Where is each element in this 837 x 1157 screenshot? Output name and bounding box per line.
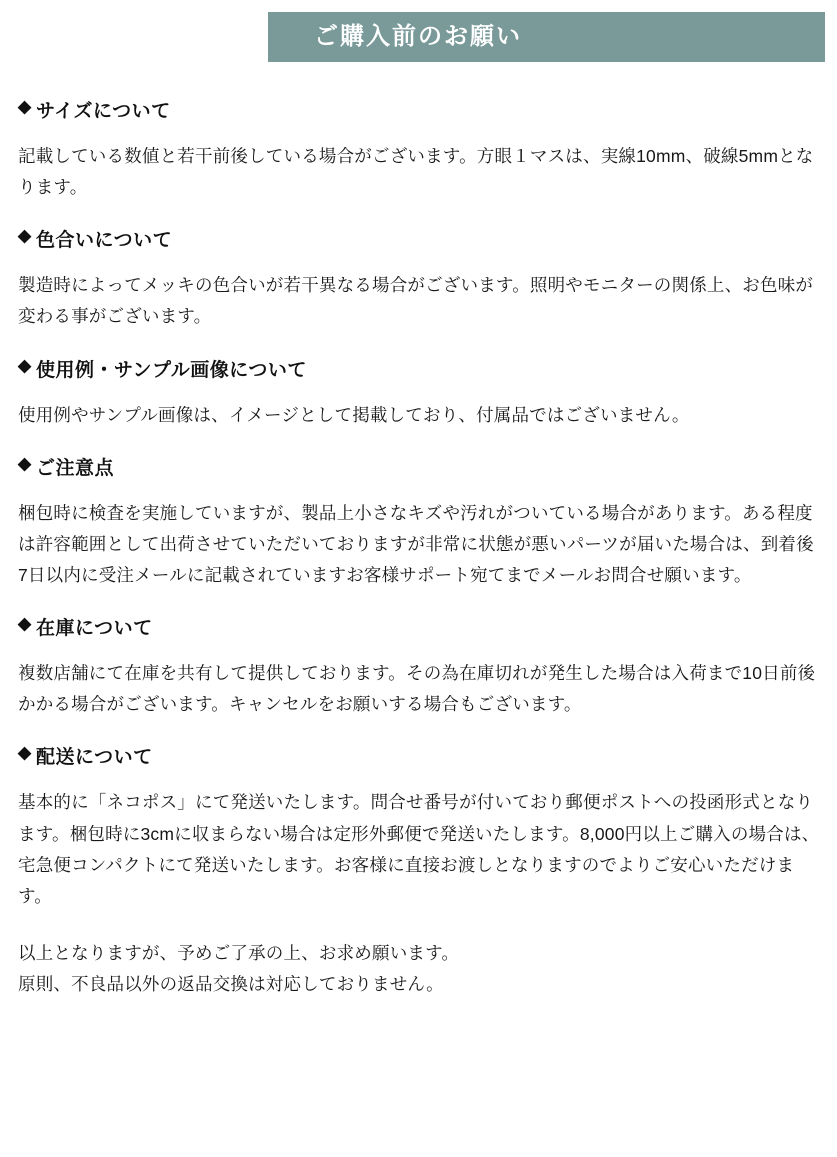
page-title: ご購入前のお願い [314, 23, 522, 50]
section-stock [18, 613, 823, 720]
page-header-bar [268, 12, 825, 62]
section-sample-image [18, 355, 823, 431]
header-left-spacer [12, 12, 268, 62]
section-heading-sample-image-label: 使用例・サンプル画像について [36, 359, 307, 381]
diamond-bullet-icon: ◆ [18, 97, 32, 116]
section-color [18, 225, 823, 332]
diamond-bullet-icon: ◆ [18, 614, 32, 634]
closing-line-2: 原則、不良品以外の返品交換は対応しておりません。 [18, 974, 444, 995]
section-heading-caution-label: ご注意点 [36, 457, 115, 479]
notice-content [18, 74, 823, 1000]
section-heading-shipping [18, 742, 823, 769]
section-heading-sample-image [18, 355, 823, 382]
section-heading-stock-label: 在庫について [36, 618, 153, 640]
section-heading-caution [18, 453, 823, 480]
section-body-shipping: 基本的に「ネコポス」にて発送いたします。問合せ番号が付いており郵便ポストへの投函形式となります。梱包時に3cmに収まらない場合は定形外郵便で発送いたします。8,000円以上ご購入の場合は、宅急便コンパクトにて発送いたします。お客様に直接お渡しとなりますのでよりご安心いただけます。 [18, 792, 820, 906]
section-heading-stock [18, 613, 823, 640]
section-heading-size-label: サイズについて [36, 101, 171, 122]
section-size [18, 96, 823, 203]
diamond-bullet-icon: ◆ [18, 743, 32, 763]
diamond-bullet-icon: ◆ [18, 226, 32, 246]
section-heading-color-label: 色合いについて [36, 230, 173, 252]
section-body-sample-image: 使用例やサンプル画像は、イメージとして掲載しており、付属品ではございません。 [18, 404, 690, 425]
section-body-stock: 複数店舗にて在庫を共有して提供しております。その為在庫切れが発生した場合は入荷まで10日前後かかる場合がございます。キャンセルをお願いする場合もございます。 [18, 663, 816, 715]
diamond-bullet-icon: ◆ [18, 355, 32, 375]
section-heading-shipping-label: 配送について [36, 747, 153, 769]
diamond-bullet-icon: ◆ [18, 453, 32, 473]
section-heading-color [18, 225, 823, 252]
section-heading-size [18, 96, 823, 123]
section-caution [18, 453, 823, 591]
section-body-color: 製造時によってメッキの色合いが若干異なる場合がございます。照明やモニターの関係上、お色味が変わる事がございます。 [18, 275, 814, 327]
closing-note [18, 938, 823, 1000]
section-shipping [18, 742, 823, 912]
section-body-caution: 梱包時に検査を実施していますが、製品上小さなキズや汚れがついている場合があります。ある程度は許容範囲として出荷させていただいておりますが非常に状態が悪いパーツが届いた場合は、到着後7日以内に受注メールに記載されていますお客様サポート宛てまでメールお問合せ願います。 [18, 502, 814, 585]
section-body-size: 記載している数値と若干前後している場合がございます。方眼１マスは、実線10mm、破線5mmとなります。 [18, 146, 814, 198]
closing-line-1: 以上となりますが、予めご了承の上、お求め願います。 [18, 942, 460, 963]
